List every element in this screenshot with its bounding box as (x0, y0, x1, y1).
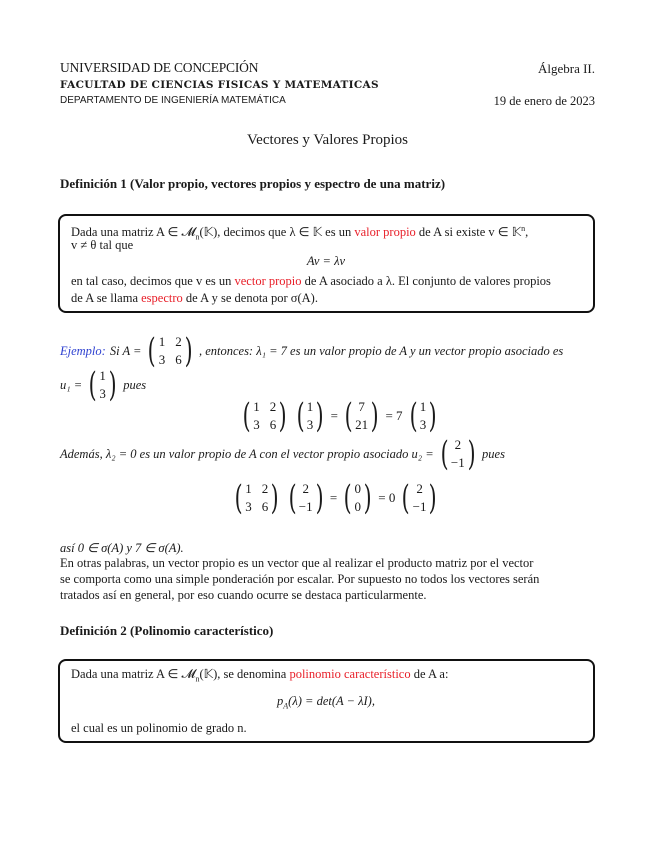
example-si-a: Si A = (109, 343, 142, 358)
ademas-text: Además, λ₂ = 0 es un valor propio de A con el vector propio asociado u₂ = (60, 446, 434, 461)
definition-1-line2: v ≠ θ tal que (71, 238, 134, 252)
pues-1: pues (123, 377, 147, 392)
u1-label: u₁ = (60, 377, 83, 392)
eq2-equals: = (329, 490, 338, 505)
example-label: Ejemplo: (60, 343, 106, 358)
paragraph-line2: se comporta como una simple ponderación por escalar. Por supuesto no todos los vectores serán (60, 572, 540, 586)
definition-2-box (58, 659, 595, 743)
eq2-scalar: = 0 (378, 490, 396, 505)
term-polinomio-caracteristico: polinomio característico (289, 667, 411, 681)
department-name: DEPARTAMENTO DE INGENIERÍA MATEMÁTICA (60, 95, 286, 106)
eq2-result: ( 0 0 ) (343, 478, 372, 518)
definition-1-line1: Dada una matriz A ∈ 𝓜$_n$(𝕂), decimos que λ ∈ 𝕂 es un valor propio de A si existe v ∈ 𝕂$^n$, (71, 224, 529, 242)
course-name: Álgebra II. (537, 61, 595, 76)
definition-2-line3: el cual es un polinomio de grado n. (71, 721, 247, 735)
definition-1-line3: en tal caso, decimos que v es un vector propio de A asociado a λ. El conjunto de valores propios (71, 274, 551, 288)
vector-u1: ( 1 3 ) (88, 365, 117, 405)
example-line1 (60, 331, 564, 371)
example-equation-1 (240, 396, 440, 436)
definition-2-equation: $p_A(\lambda) = \det(A - \lambda I)$, (277, 694, 375, 711)
definition-1-heading: Definición 1 (Valor propio, vectores propios y espectro de una matriz) (60, 176, 446, 191)
eq1-scalar: = 7 (385, 408, 403, 423)
example-entonces: , entonces: λ₁ = 7 es un valor propio de A y un vector propio asociado es (198, 343, 564, 358)
eq2-matrix-A: ( 1 2 3 6 ) (234, 478, 279, 518)
faculty-name: FACULTAD DE CIENCIAS FISICAS Y MATEMATICAS (60, 79, 379, 91)
vector-u2: ( 2 −1 ) (440, 434, 476, 474)
definition-2-heading: Definición 2 (Polinomio característico) (60, 623, 274, 638)
term-valor-propio: valor propio (354, 225, 416, 240)
eq1-vector-u1-right: ( 1 3 ) (409, 396, 437, 436)
eq1-equals: = (330, 408, 338, 423)
eq1-result: ( 7 21 ) (344, 396, 379, 436)
eq2-vector-u2: ( 2 −1 ) (288, 478, 324, 518)
definition-1-equation: Av = λv (306, 254, 346, 268)
definition-1-box (58, 214, 595, 313)
example-ademas-line (60, 434, 505, 474)
term-vector-propio: vector propio (234, 274, 302, 288)
university-name: UNIVERSIDAD DE CONCEPCIÓN (60, 60, 259, 75)
definition-1-line4: de A se llama espectro de A y se denota por σ(A). (71, 291, 318, 305)
paragraph-line1: En otras palabras, un vector propio es un vector que al realizar el producto matriz por el vector (60, 556, 534, 570)
eq1-vector-u1: ( 1 3 ) (296, 396, 324, 436)
example-u1-line (60, 365, 147, 405)
example-equation-2 (232, 478, 440, 518)
definition-2-line1: Dada una matriz A ∈ 𝓜$_n$(𝕂), se denomina polinomio característico de A a: (71, 667, 449, 684)
eq2-vector-u2-right: ( 2 −1 ) (402, 478, 438, 518)
document-date: 19 de enero de 2023 (493, 94, 595, 108)
example-asi-line: así 0 ∈ σ(A) y 7 ∈ σ(A). (60, 541, 184, 555)
matrix-A: ( 1 2 3 6 ) (148, 331, 193, 371)
term-espectro: espectro (141, 291, 183, 305)
pues-2: pues (482, 446, 505, 461)
eq1-matrix-A: ( 1 2 3 6 ) (242, 396, 287, 436)
page-title: Vectores y Valores Propios (247, 132, 408, 148)
paragraph-line3: tratados así en general, por eso cuando ocurre se destaca particularmente. (60, 588, 427, 602)
